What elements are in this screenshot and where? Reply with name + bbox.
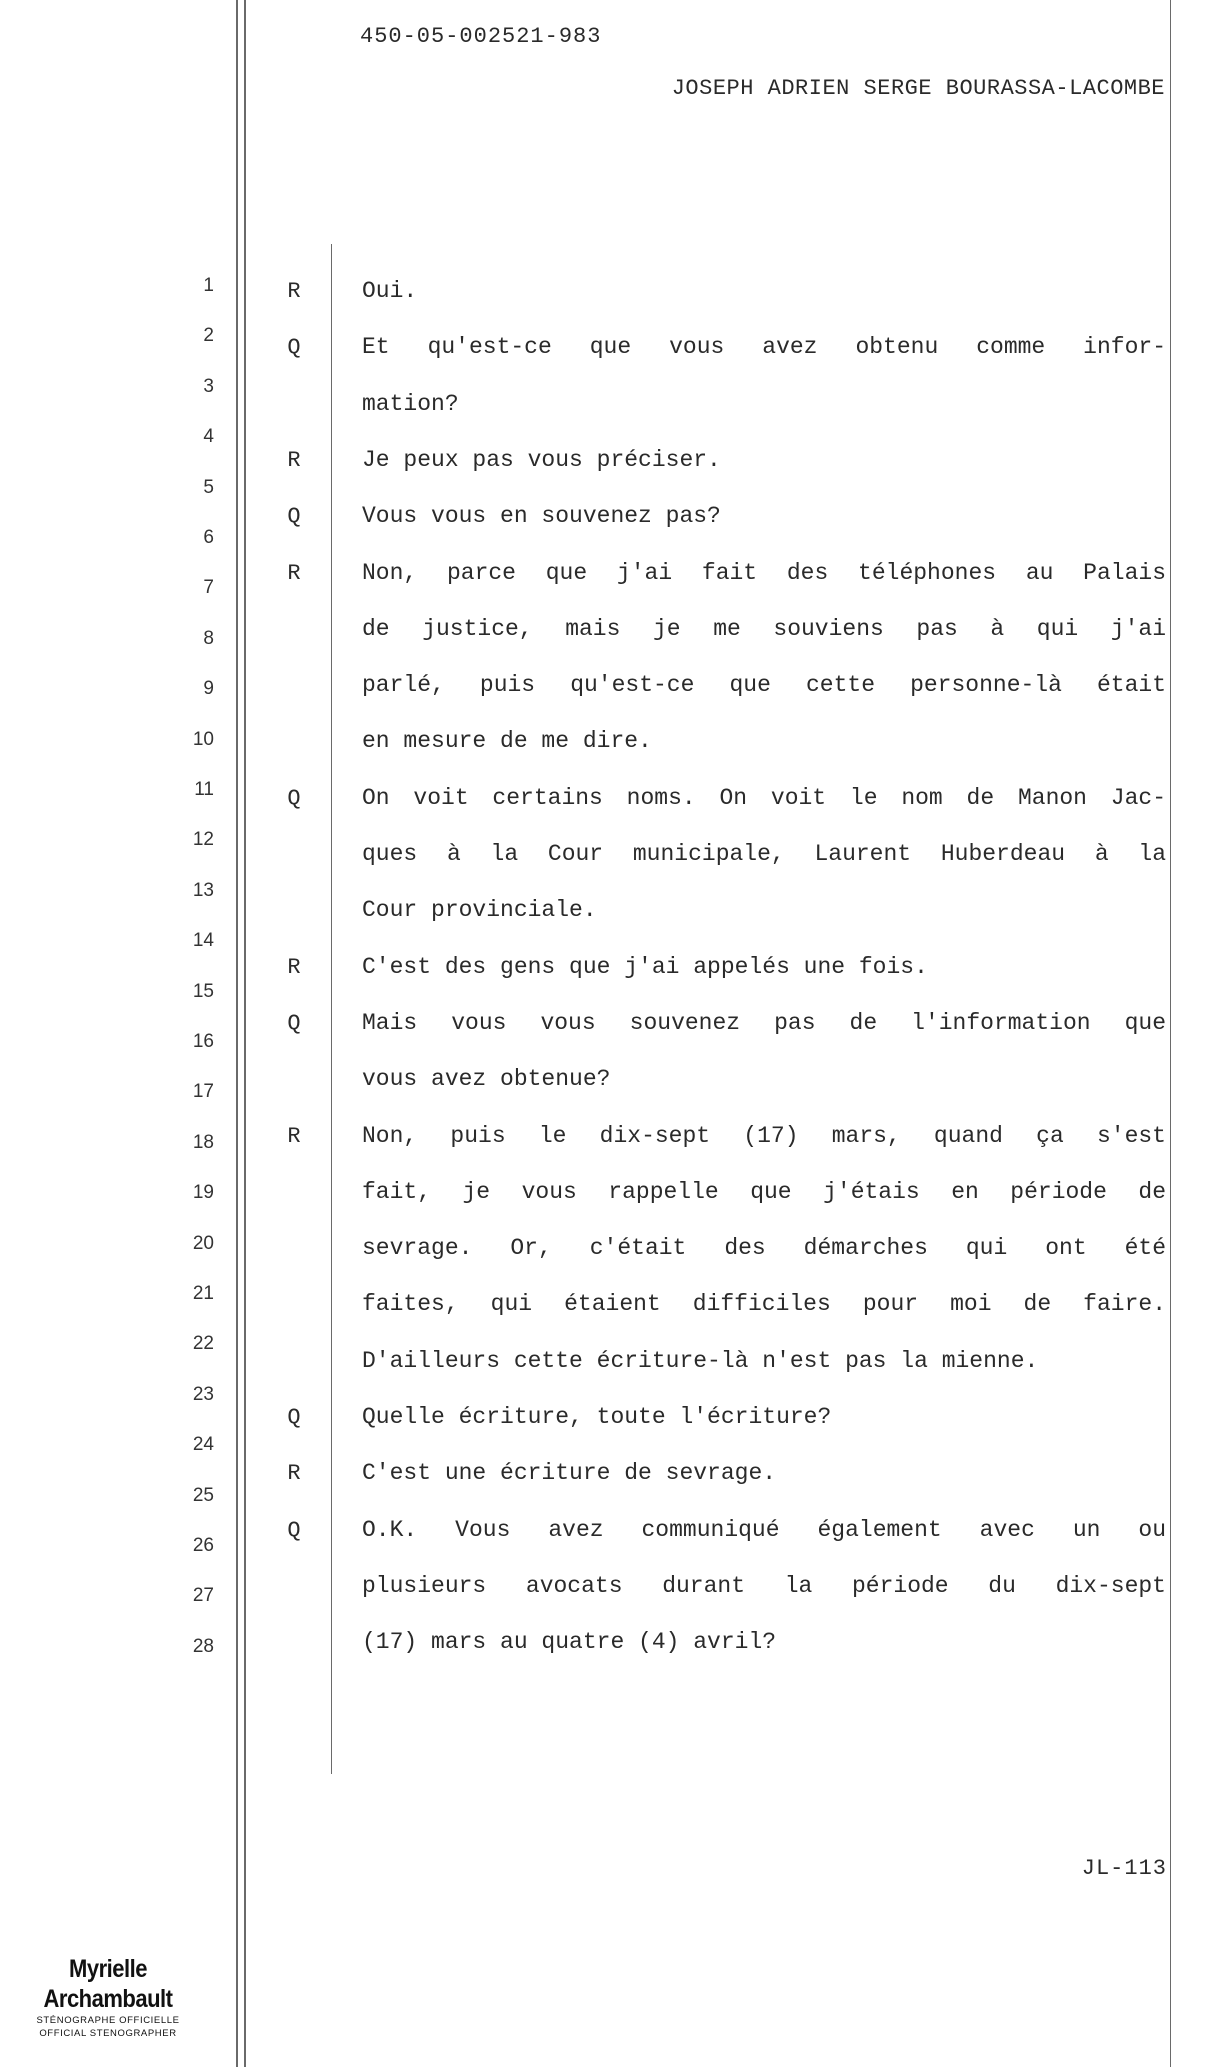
transcript-line: (17) mars au quatre (4) avril?: [362, 1629, 777, 1656]
line-number: 14: [192, 930, 214, 952]
line-number: 9: [203, 678, 214, 700]
page-code: JL-113: [1081, 1856, 1167, 1881]
speaker-marker: R: [287, 954, 301, 980]
transcript-line: Je peux pas vous préciser.: [362, 446, 721, 473]
speaker-column-rule: [331, 244, 332, 1774]
speaker-marker: R: [287, 560, 301, 586]
transcript-line: mation?: [362, 390, 459, 417]
line-number: 25: [192, 1484, 214, 1506]
witness-name: JOSEPH ADRIEN SERGE BOURASSA-LACOMBE: [671, 76, 1165, 101]
speaker-marker: Q: [287, 785, 301, 811]
transcript-line: C'est une écriture de sevrage.: [362, 1460, 777, 1487]
speaker-marker: R: [287, 447, 301, 473]
line-number: 16: [192, 1031, 214, 1052]
transcript-line: On voit certains noms. On voit le nom de Manon Jac-: [362, 784, 1166, 811]
transcript-line: Non, parce que j'ai fait des téléphones au Palais: [362, 559, 1166, 586]
transcript-line: Cour provinciale.: [362, 897, 597, 924]
case-number: 450-05-002521-983: [360, 24, 602, 49]
line-number: 28: [192, 1635, 214, 1657]
line-number: 4: [203, 426, 214, 448]
line-number: 2: [203, 325, 214, 347]
left-margin-rule-outer: [236, 0, 238, 2067]
line-number: 21: [192, 1283, 214, 1304]
line-number: 18: [192, 1131, 214, 1153]
line-number: 1: [203, 275, 214, 296]
line-number: 19: [192, 1182, 214, 1204]
line-number: 3: [203, 375, 214, 397]
left-margin-rule-inner: [244, 0, 246, 2067]
speaker-marker: Q: [287, 335, 301, 361]
transcript-line: Quelle écriture, toute l'écriture?: [362, 1404, 832, 1430]
transcript-line: Non, puis le dix-sept (17) mars, quand ça s'est: [362, 1122, 1166, 1149]
line-number: 8: [203, 627, 214, 649]
line-number: 7: [203, 577, 214, 599]
speaker-marker: Q: [287, 1405, 301, 1430]
speaker-marker: R: [287, 1123, 301, 1149]
speaker-marker: Q: [287, 1010, 301, 1036]
line-number: 5: [203, 476, 214, 498]
line-number: 15: [192, 980, 214, 1002]
line-number: 13: [192, 879, 214, 901]
transcript-line: C'est des gens que j'ai appelés une fois.: [362, 953, 928, 980]
transcript-line: Mais vous vous souvenez pas de l'information que: [362, 1009, 1166, 1036]
transcript-line: Vous vous en souvenez pas?: [362, 503, 721, 530]
line-number: 20: [192, 1232, 214, 1254]
transcript-line: D'ailleurs cette écriture-là n'est pas la mienne.: [362, 1347, 1039, 1374]
right-margin-rule: [1170, 0, 1171, 2067]
line-number: 11: [194, 779, 214, 800]
transcript-line: O.K. Vous avez communiqué également avec un ou: [362, 1516, 1166, 1543]
line-number: 27: [192, 1585, 214, 1607]
line-number: 12: [192, 829, 214, 851]
speaker-marker: Q: [287, 504, 301, 530]
stenographer-stamp: [8, 1954, 208, 2040]
speaker-marker: R: [287, 279, 301, 304]
stenographer-title-fr: STÉNOGRAPHE OFFICIELLE: [36, 2015, 180, 2026]
transcript-line: en mesure de me dire.: [362, 728, 652, 755]
transcript-line: vous avez obtenue?: [362, 1066, 611, 1093]
transcript-line: de justice, mais je me souviens pas à qui j'ai: [362, 615, 1166, 642]
transcript-line: fait, je vous rappelle que j'étais en période de: [362, 1178, 1166, 1205]
transcript-line: sevrage. Or, c'était des démarches qui ont été: [362, 1235, 1166, 1262]
line-number: 26: [192, 1535, 214, 1556]
transcript-line: ques à la Cour municipale, Laurent Huberdeau à la: [362, 841, 1166, 867]
line-number: 17: [192, 1081, 214, 1103]
speaker-marker: R: [287, 1461, 301, 1487]
stenographer-name: Myrielle Archambault: [43, 1954, 173, 2013]
line-number: 22: [192, 1333, 214, 1355]
line-number: 10: [192, 728, 214, 750]
stenographer-title-en: OFFICIAL STENOGRAPHER: [39, 2028, 177, 2039]
speaker-marker: Q: [287, 1517, 301, 1543]
line-number: 24: [192, 1434, 214, 1456]
transcript-line: Oui.: [362, 278, 418, 304]
line-number: 23: [192, 1383, 214, 1405]
transcript-line: plusieurs avocats durant la période du dix-sept: [362, 1572, 1166, 1599]
transcript-line: Et qu'est-ce que vous avez obtenu comme infor-: [362, 334, 1166, 361]
transcript-line: faites, qui étaient difficiles pour moi de faire.: [362, 1291, 1166, 1318]
line-number: 6: [203, 527, 214, 548]
transcript-line: parlé, puis qu'est-ce que cette personne-là était: [362, 672, 1166, 699]
